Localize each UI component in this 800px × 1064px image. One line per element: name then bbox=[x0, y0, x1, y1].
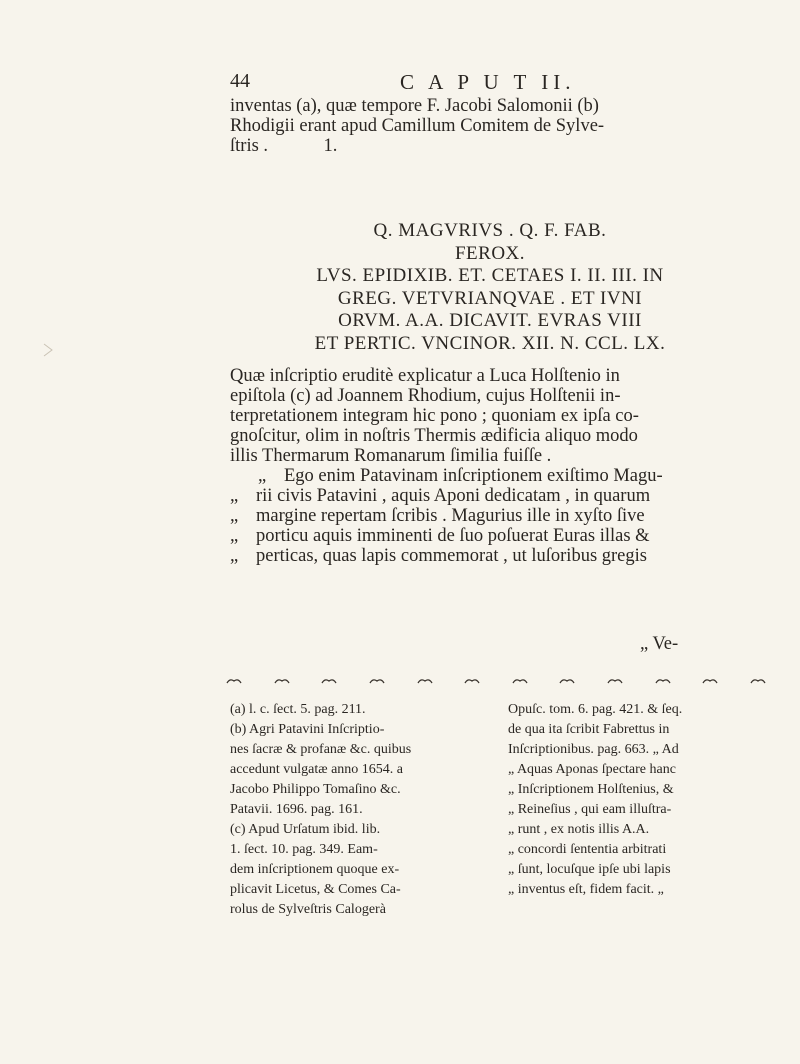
commentary-paragraph bbox=[230, 366, 760, 466]
footnote-line: (c) Apud Urſatum ibid. lib. bbox=[230, 822, 381, 837]
catchword: „ Ve- bbox=[640, 634, 679, 654]
footnote-line: „ Aquas Aponas ſpectare hanc bbox=[508, 762, 676, 777]
ornament-icon bbox=[559, 677, 575, 685]
page-number: 44 bbox=[230, 70, 250, 92]
footnote-line: Patavii. 1696. pag. 161. bbox=[230, 802, 363, 817]
ornament-icon bbox=[369, 677, 385, 685]
text-line: Rhodigii erant apud Camillum Comitem de Sylve- bbox=[230, 116, 605, 136]
quote-line: „ perticas, quas lapis commemorat , ut luſoribus gregis bbox=[230, 546, 647, 566]
ornament-icon bbox=[226, 677, 242, 685]
ornament-icon bbox=[607, 677, 623, 685]
footnote-line: rolus de Sylveſtris Calogerà bbox=[230, 902, 386, 917]
footnote-line: Inſcriptionibus. pag. 663. „ Ad bbox=[508, 742, 679, 757]
quote-line: „ margine repertam ſcribis . Magurius ille in xyſto ſive bbox=[230, 506, 645, 526]
ornament-icon bbox=[512, 677, 528, 685]
footnote-line: „ Inſcriptionem Holſtenius, & bbox=[508, 782, 674, 797]
quote-line: „ Ego enim Patavinam inſcriptionem exiſtimo Magu- bbox=[258, 466, 663, 486]
ornament-icon bbox=[702, 677, 718, 685]
footnote-line: nes ſacræ & profanæ &c. quibus bbox=[230, 742, 412, 757]
latin-inscription bbox=[240, 220, 740, 355]
inscription-line: LVS. EPIDIXIB. ET. CETAES I. II. III. IN bbox=[316, 265, 664, 286]
text-line: gnoſcitur, olim in noſtris Thermis ædificia aliquo modo bbox=[230, 426, 638, 446]
footnotes-left-column bbox=[230, 700, 505, 920]
footnote-line: accedunt vulgatæ anno 1654. a bbox=[230, 762, 404, 777]
quote-mark: „ bbox=[258, 466, 267, 486]
inscription-line: Q. MAGVRIVS . Q. F. FAB. bbox=[373, 220, 607, 241]
ornament-icon bbox=[321, 677, 337, 685]
ornament-icon bbox=[655, 677, 671, 685]
text-line: epiſtola (c) ad Joannem Rhodium, cujus Holſtenii in- bbox=[230, 386, 621, 406]
quoted-passage bbox=[230, 466, 770, 566]
footnote-line: „ runt , ex notis illis A.A. bbox=[508, 822, 650, 837]
footnote-line: (b) Agri Patavini Inſcriptio- bbox=[230, 722, 385, 737]
footnote-line: „ concordi ſententia arbitrati bbox=[508, 842, 667, 857]
ornament-icon bbox=[750, 677, 766, 685]
footnote-line: (a) l. c. ſect. 5. pag. 211. bbox=[230, 702, 366, 717]
quote-mark: „ bbox=[230, 486, 239, 506]
ornament-icon bbox=[274, 677, 290, 685]
footnote-line: 1. ſect. 10. pag. 349. Eam- bbox=[230, 842, 378, 857]
inscription-line: GREG. VETVRIANQVAE . ET IVNI bbox=[337, 287, 643, 309]
text-line: ſtris . 1. bbox=[230, 136, 338, 156]
footnote-line: plicavit Licetus, & Comes Ca- bbox=[230, 882, 401, 897]
running-head: C A P U T II. bbox=[400, 70, 576, 94]
text-line: inventas (a), quæ tempore F. Jacobi Salomonii (b) bbox=[230, 96, 599, 116]
footnote-line: de qua ita ſcribit Fabrettus in bbox=[508, 722, 670, 737]
footnote-line: dem inſcriptionem quoque ex- bbox=[230, 862, 400, 877]
ornament-icon bbox=[417, 677, 433, 685]
inscription-line: ET PERTIC. VNCINOR. XII. N. CCL. LX. bbox=[314, 332, 666, 354]
quote-mark: „ bbox=[230, 526, 239, 546]
quote-line: „ rii civis Patavini , aquis Aponi dedicatam , in quarum bbox=[230, 486, 651, 506]
footnote-line: „ inventus eſt, fidem facit. „ bbox=[508, 882, 664, 897]
inscription-line: ORVM. A.A. DICAVIT. EVRAS VIII bbox=[338, 310, 642, 331]
quote-line: „ porticu aquis imminenti de ſuo poſuerat Euras illas & bbox=[230, 526, 650, 546]
inscription-line: FEROX. bbox=[454, 242, 526, 264]
intro-paragraph bbox=[230, 96, 760, 156]
margin-mark-icon bbox=[40, 340, 60, 360]
quote-mark: „ bbox=[230, 546, 239, 566]
ornament-icon bbox=[464, 677, 480, 685]
text-line: Quæ inſcriptio eruditè explicatur a Luca Holſtenio in bbox=[230, 366, 620, 386]
footnote-line: Opuſc. tom. 6. pag. 421. & ſeq. bbox=[508, 702, 683, 717]
ornament-divider bbox=[226, 674, 766, 688]
text-line: illis Thermarum Romanarum ſimilia fuiſſe . bbox=[230, 446, 552, 466]
footnote-line: Jacobo Philippo Tomaſino &c. bbox=[230, 782, 401, 797]
quote-mark: „ bbox=[230, 506, 239, 526]
footnotes-right-column bbox=[508, 700, 783, 900]
text-line: terpretationem integram hic pono ; quoniam ex ipſa co- bbox=[230, 406, 639, 426]
footnote-line: „ Reineſius , qui eam illuſtra- bbox=[508, 802, 672, 817]
footnote-line: „ ſunt, locuſque ipſe ubi lapis bbox=[508, 862, 671, 877]
